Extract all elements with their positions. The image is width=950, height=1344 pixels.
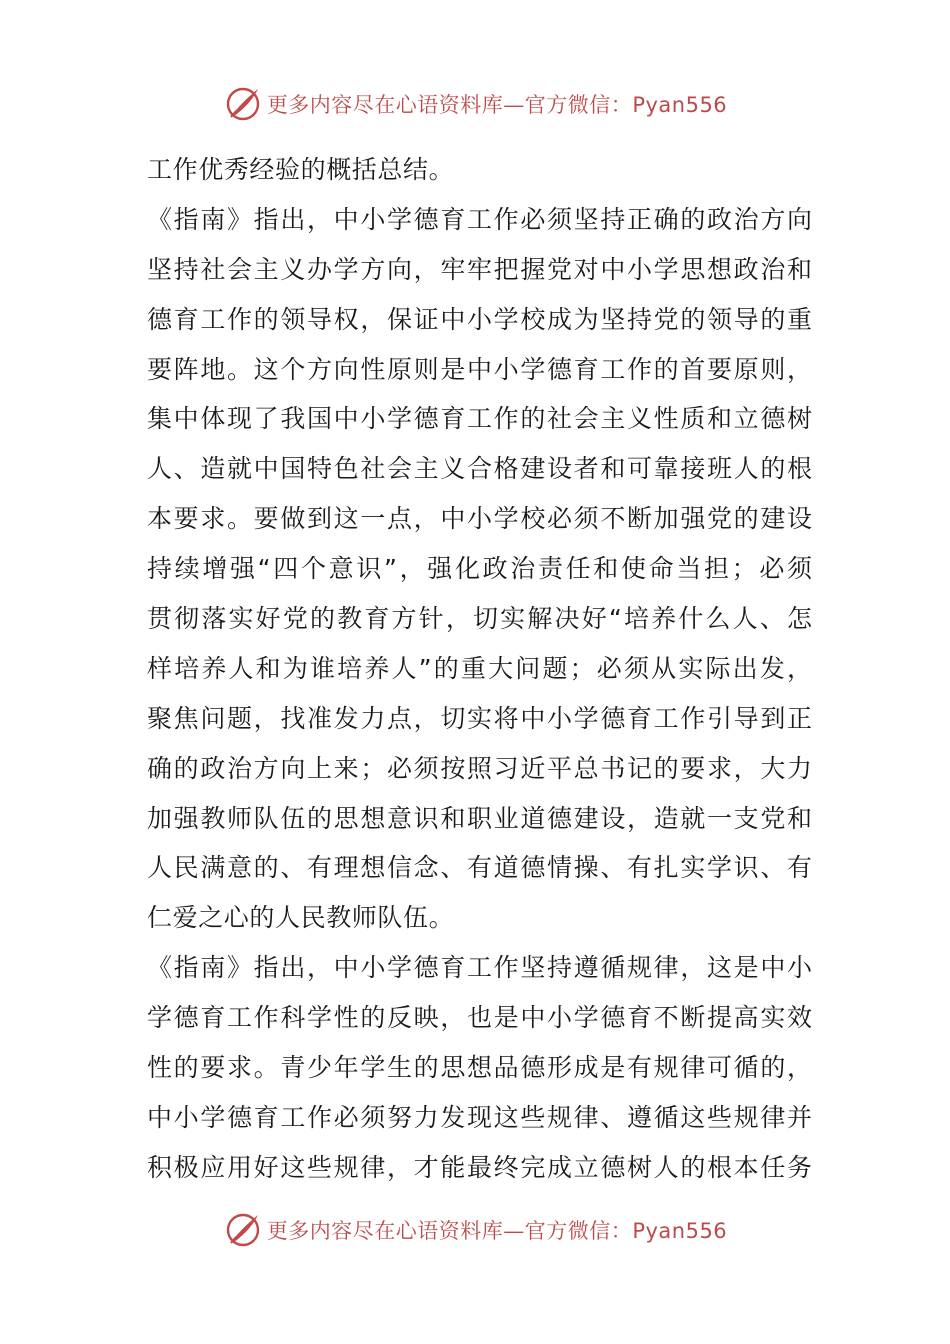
quill-logo-icon [223, 84, 263, 124]
text-line: 积极应用好这些规律，才能最终完成立德树人的根本任务 [147, 1152, 812, 1182]
text-line: 要阵地。这个方向性原则是中小学德育工作的首要原则， [147, 354, 812, 384]
text-line: 确的政治方向上来；必须按照习近平总书记的要求，大力 [147, 753, 812, 783]
text-line: 仁爱之心的人民教师队伍。 [147, 903, 455, 933]
text-line: 持续增强“四个意识”，强化政治责任和使命当担；必须 [147, 554, 812, 584]
footer-banner-text: 更多内容尽在心语资料库—官方微信：Pyan556 [266, 1219, 728, 1243]
header-banner [0, 82, 950, 126]
text-line: 加强教师队伍的思想意识和职业道德建设，造就一支党和 [147, 803, 812, 833]
header-banner-text: 更多内容尽在心语资料库—官方微信：Pyan556 [266, 93, 728, 117]
footer-banner [0, 1208, 950, 1252]
text-line: 人民满意的、有理想信念、有道德情操、有扎实学识、有 [147, 853, 812, 883]
text-line: 人、造就中国特色社会主义合格建设者和可靠接班人的根 [147, 454, 812, 484]
text-line: 《指南》指出，中小学德育工作必须坚持正确的政治方向 [147, 204, 812, 234]
text-line: 《指南》指出，中小学德育工作坚持遵循规律，这是中小 [147, 953, 812, 983]
text-line: 坚持社会主义办学方向，牢牢把握党对中小学思想政治和 [147, 254, 812, 284]
text-line: 中小学德育工作必须努力发现这些规律、遵循这些规律并 [147, 1102, 812, 1132]
quill-logo-icon [223, 1210, 263, 1250]
document-body [147, 145, 812, 1193]
text-line: 集中体现了我国中小学德育工作的社会主义性质和立德树 [147, 404, 812, 434]
text-line: 聚焦问题，找准发力点，切实将中小学德育工作引导到正 [147, 703, 812, 733]
text-line: 样培养人和为谁培养人”的重大问题；必须从实际出发， [147, 653, 812, 683]
text-line: 性的要求。青少年学生的思想品德形成是有规律可循的， [147, 1053, 812, 1083]
text-line: 工作优秀经验的概括总结。 [147, 155, 455, 184]
text-line: 贯彻落实好党的教育方针，切实解决好“培养什么人、怎 [147, 604, 812, 634]
text-line: 德育工作的领导权，保证中小学校成为坚持党的领导的重 [147, 304, 812, 334]
text-line: 学德育工作科学性的反映，也是中小学德育不断提高实效 [147, 1003, 812, 1033]
text-line: 本要求。要做到这一点，中小学校必须不断加强党的建设 [147, 504, 812, 534]
